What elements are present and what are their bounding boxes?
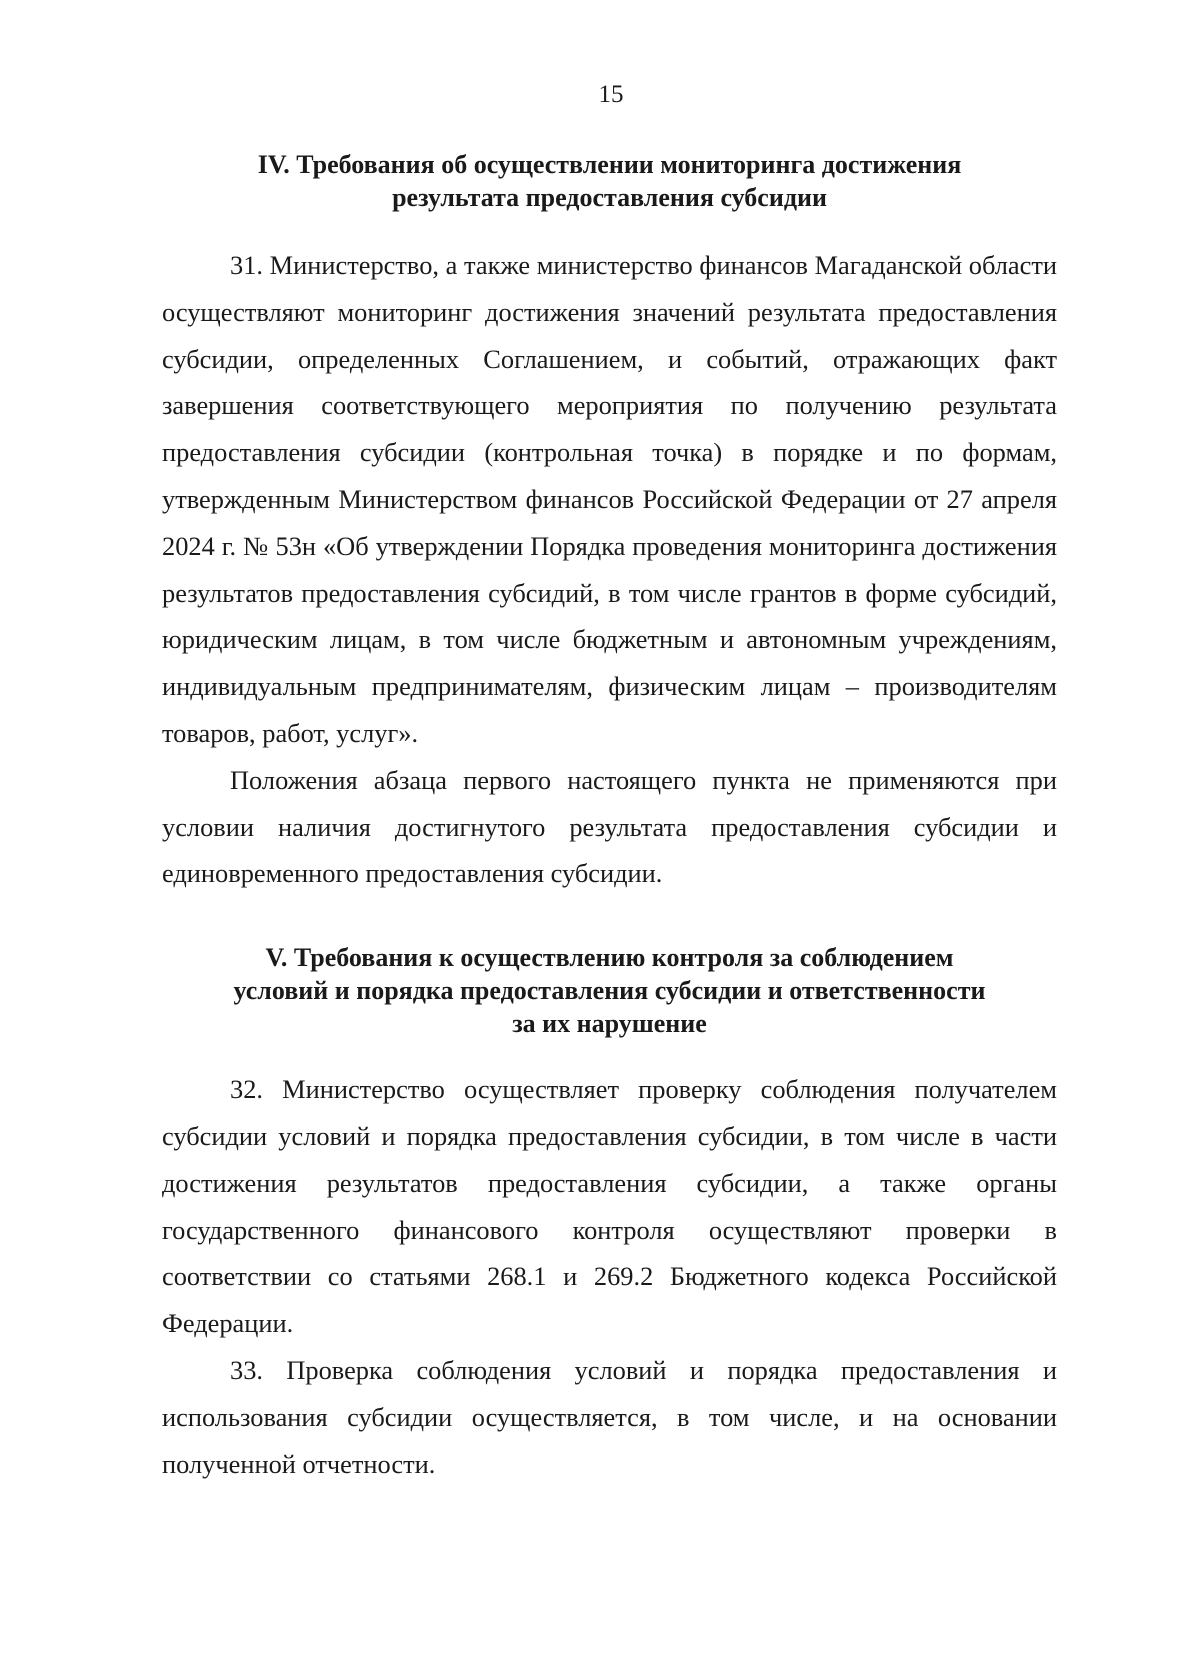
section-iv-heading xyxy=(162,148,1057,214)
section-iv-title-line-2: результата предоставления субсидии xyxy=(392,183,827,212)
section-v-heading xyxy=(162,941,1057,1040)
paragraph-31: 31. Министерство, а также министерство финансов Магаданской области осуществляют мониторинг достижения значений результата предоставления субсидии, определенных Соглашением, и событий, отражающих факт завершения соответствующего мероприятия по получению результата предоставления субсидии (контрольная точка) в порядке и по формам, утвержденным Министерством финансов Российской Федерации от 27 апреля 2024 г. № 53н «Об утверждении Порядка проведения мониторинга достижения результатов предоставления субсидий, в том числе грантов в форме субсидий, юридическим лицам, в том числе бюджетным и автономным учреждениям, индивидуальным предпринимателям, физическим лицам – производителям товаров, работ, услуг». xyxy=(162,250,1057,748)
page-number: 15 xyxy=(598,81,624,108)
paragraph-32: 32. Министерство осуществляет проверку соблюдения получателем субсидии условий и порядка предоставления субсидии, в том числе в части достижения результатов предоставления субсидии, а также органы государственного финансового контроля осуществляют проверки в соответствии со статьями 268.1 и 269.2 Бюджетного кодекса Российской Федерации. xyxy=(162,1074,1057,1339)
paragraph-33: 33. Проверка соблюдения условий и порядка предоставления и использования субсидии осуществляется, в том числе, и на основании полученной отчетности. xyxy=(162,1354,1057,1479)
section-v-title-line-1: V. Требования к осуществлению контроля за соблюдением xyxy=(265,943,954,973)
section-iv-title-line-1: IV. Требования об осуществлении мониторинга достижения xyxy=(257,150,962,179)
document-body xyxy=(162,148,1057,1487)
section-v-title-line-3: за их нарушение xyxy=(512,1009,707,1039)
paragraph-31-note: Положения абзаца первого настоящего пункта не применяются при условии наличия достигнутого результата предоставления субсидии и единовременного предоставления субсидии. xyxy=(162,764,1057,889)
section-v-title-line-2: условий и порядка предоставления субсидии и ответственности xyxy=(233,976,986,1006)
